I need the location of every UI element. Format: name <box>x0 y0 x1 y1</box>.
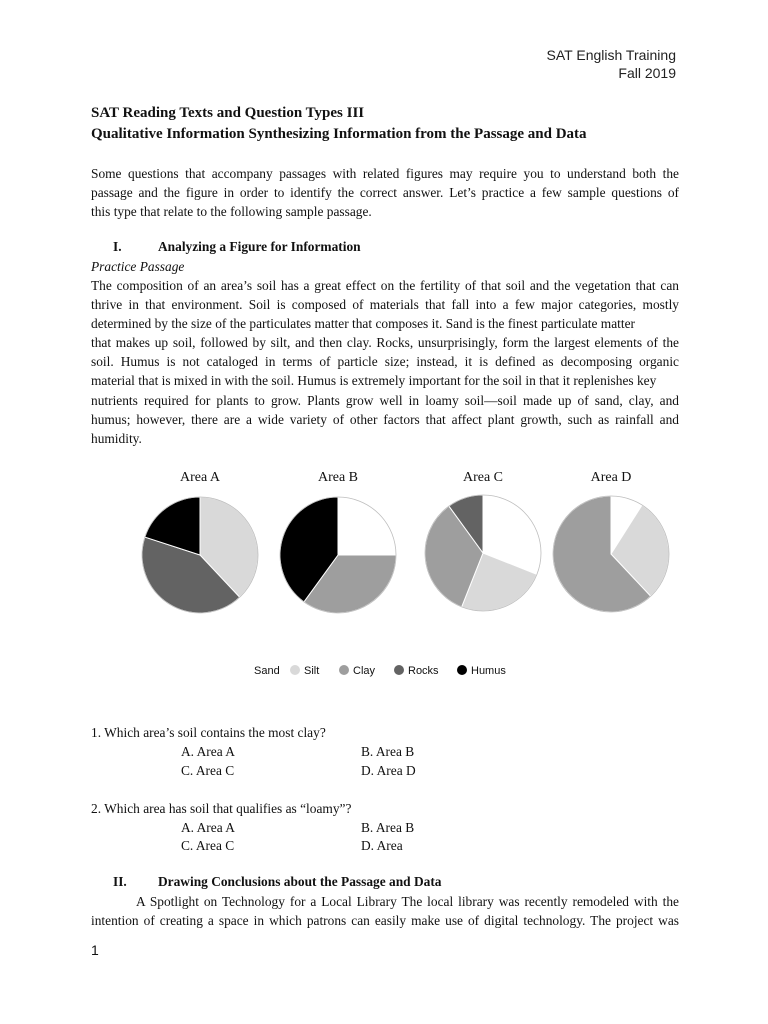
passage-line: thrive in that environment. Soil is composed of materials that fall into a few major categories, mostly <box>91 297 679 313</box>
intro-paragraph <box>91 164 679 221</box>
pie-title: Area A <box>179 470 221 485</box>
section-1-heading: Analyzing a Figure for Information <box>158 239 361 254</box>
question-1: 1. Which area’s soil contains the most clay? <box>91 725 326 740</box>
passage-line: that makes up soil, followed by silt, and then clay. Rocks, unsurprisingly, form the largest elements of the <box>91 335 679 351</box>
practice-passage-label: Practice Passage <box>91 259 185 274</box>
course-name: SAT English Training <box>546 47 676 63</box>
page-number: 1 <box>91 942 99 958</box>
passage-line: humus; however, there are a wide variety of other factors that affect plant growth, such as rainfall and <box>91 411 679 427</box>
passage-line: material that is mixed in with the soil. Humus is extremely important for the soil in that it replenishes key <box>91 373 657 389</box>
legend-label-silt: Silt <box>304 665 320 677</box>
passage-line: The composition of an area’s soil has a great effect on the fertility of that soil and the vegetation that can <box>91 278 679 293</box>
pie-title: Area C <box>462 470 504 485</box>
passage-2-line: intention of creating a space in which patrons can easily make use of digital technology. The project was <box>91 913 679 929</box>
q2-option-d: D. Area <box>361 838 403 853</box>
passage-line: soil. Humus is not cataloged in terms of particle size; instead, it is defined as decomposing organic <box>91 354 679 370</box>
legend-label-humus: Humus <box>471 665 506 677</box>
pie-title: Area D <box>590 470 632 485</box>
q1-option-a: A. Area A <box>181 744 235 759</box>
q1-option-b: B. Area B <box>361 744 415 759</box>
practice-passage <box>91 276 679 448</box>
q2-option-a: A. Area A <box>181 820 235 835</box>
intro-line: this type that relate to the following sample passage. <box>91 204 372 220</box>
legend-label-sand: Sand <box>254 665 280 677</box>
passage-line: humidity. <box>91 430 142 446</box>
title-line-2: Qualitative Information Synthesizing Information from the Passage and Data <box>91 126 587 142</box>
section-1-numeral: I. <box>113 239 122 254</box>
legend-swatch-clay <box>339 665 349 675</box>
legend-label-clay: Clay <box>353 665 376 677</box>
q1-option-c: C. Area C <box>181 763 235 778</box>
passage-2-line: A Spotlight on Technology for a Local Library The local library was recently remodeled with the <box>136 894 679 909</box>
q2-option-b: B. Area B <box>361 820 415 835</box>
passage-line: nutrients required for plants to grow. Plants grow well in loamy soil—soil made up of sand, clay, and <box>91 392 679 408</box>
legend-label-rocks: Rocks <box>408 665 439 677</box>
document-header <box>547 46 676 82</box>
legend-swatch-humus <box>457 665 467 675</box>
title-line-1: SAT Reading Texts and Question Types III <box>91 105 365 121</box>
intro-line: passage and the figure in order to identify the correct answer. Let’s practice a few sample questions of <box>91 185 679 201</box>
intro-line: Some questions that accompany passages with related figures may require you to understand both the <box>91 166 679 181</box>
soil-composition-pie-charts <box>120 458 680 698</box>
q2-option-c: C. Area C <box>181 838 235 853</box>
question-2: 2. Which area has soil that qualifies as “loamy”? <box>91 801 352 816</box>
section-2-heading: Drawing Conclusions about the Passage and Data <box>158 874 442 889</box>
term: Fall 2019 <box>618 65 676 81</box>
pie-title: Area B <box>317 470 359 485</box>
legend-swatch-rocks <box>394 665 404 675</box>
pie-slice-sand <box>338 497 396 555</box>
passage-line: determined by the size of the particulates matter that composes it. Sand is the finest particulate matter <box>91 316 636 332</box>
section-2-numeral: II. <box>113 874 127 889</box>
document-title <box>91 103 587 145</box>
legend-swatch-silt <box>290 665 300 675</box>
passage-2 <box>91 892 679 930</box>
q1-option-d: D. Area D <box>361 763 416 778</box>
